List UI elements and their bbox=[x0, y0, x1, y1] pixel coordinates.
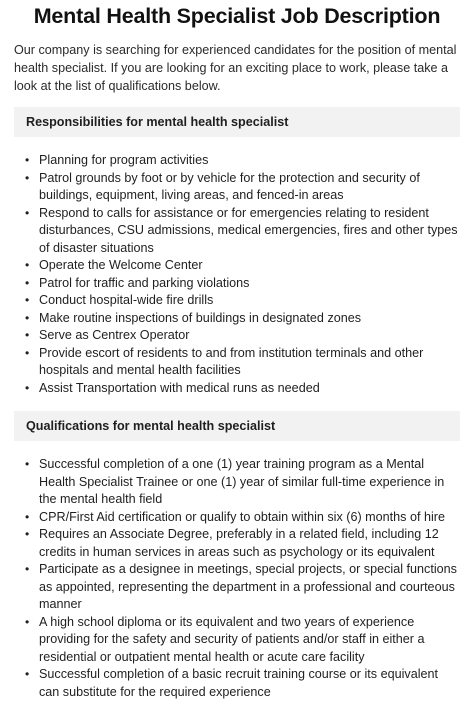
responsibilities-section bbox=[14, 107, 460, 397]
list-item bbox=[14, 666, 460, 701]
page-title: Mental Health Specialist Job Description bbox=[33, 4, 441, 28]
list-item bbox=[14, 614, 460, 667]
bullet-icon: • bbox=[25, 457, 30, 471]
qualifications-heading: Qualifications for mental health specialist bbox=[14, 411, 460, 441]
list-item bbox=[14, 327, 460, 345]
bullet-icon: • bbox=[25, 562, 30, 576]
list-item-text: Patrol grounds by foot or by vehicle for the protection and security of buildings, equipment, living areas, and fenced-in areas bbox=[39, 170, 420, 202]
list-item bbox=[14, 257, 460, 275]
list-item bbox=[14, 205, 460, 258]
bullet-icon: • bbox=[25, 275, 30, 290]
list-item-text: Respond to calls for assistance or for emergencies relating to resident disturbances, CSU admissions, medical emergencies, fires and other types of disaster situations bbox=[39, 205, 458, 255]
list-item bbox=[14, 345, 460, 380]
list-item-text: Successful completion of a one (1) year training program as a Mental Health Specialist Trainee or one (1) year of similar full-time experience in the mental health field bbox=[39, 457, 445, 506]
list-item bbox=[14, 380, 460, 398]
list-item bbox=[14, 152, 460, 170]
list-item-text: Serve as Centrex Operator bbox=[39, 328, 190, 342]
list-item-text: A high school diploma or its equivalent and two years of experience providing for the safety and security of patients and/or staff in either a residential or outpatient mental health or acute care facility bbox=[39, 614, 425, 664]
list-item-text: Patrol for traffic and parking violations bbox=[39, 275, 250, 290]
list-item bbox=[14, 456, 460, 509]
bullet-icon: • bbox=[25, 293, 30, 307]
qualifications-list bbox=[14, 456, 460, 701]
bullet-icon: • bbox=[25, 509, 30, 524]
list-item-text: Conduct hospital-wide fire drills bbox=[39, 293, 214, 307]
list-item-text: Operate the Welcome Center bbox=[39, 258, 203, 272]
list-item-text: Make routine inspections of buildings in designated zones bbox=[39, 310, 362, 325]
list-item bbox=[14, 170, 460, 205]
intro-paragraph: Our company is searching for experienced candidates for the position of mental health specialist. If you are looking for an exciting place to work, please take a look at the list of qualifications below. bbox=[14, 43, 457, 93]
responsibilities-heading: Responsibilities for mental health specialist bbox=[14, 107, 460, 137]
bullet-icon: • bbox=[25, 380, 30, 395]
bullet-icon: • bbox=[25, 170, 30, 185]
responsibilities-list bbox=[14, 152, 460, 397]
list-item-text: Provide escort of residents to and from institution terminals and other hospitals and mental health facilities bbox=[39, 345, 424, 377]
bullet-icon: • bbox=[25, 527, 30, 541]
list-item bbox=[14, 526, 460, 561]
list-item bbox=[14, 275, 460, 293]
bullet-icon: • bbox=[25, 614, 30, 629]
bullet-icon: • bbox=[25, 310, 30, 325]
bullet-icon: • bbox=[25, 205, 30, 220]
list-item-text: Participate as a designee in meetings, special projects, or special functions as appointed, representing the department in a professional and courteous manner bbox=[39, 562, 457, 611]
bullet-icon: • bbox=[25, 153, 30, 167]
list-item-text: Planning for program activities bbox=[39, 153, 209, 167]
bullet-icon: • bbox=[25, 345, 30, 360]
list-item bbox=[14, 561, 460, 614]
bullet-icon: • bbox=[25, 667, 30, 681]
list-item-text: Successful completion of a basic recruit training course or its equivalent can substitute for the required experience bbox=[39, 667, 438, 699]
list-item-text: Requires an Associate Degree, preferably in a related field, including 12 credits in human services in areas such as psychology or its equivalent bbox=[39, 527, 439, 559]
bullet-icon: • bbox=[25, 258, 30, 272]
qualifications-section bbox=[14, 411, 460, 701]
list-item-text: Assist Transportation with medical runs as needed bbox=[39, 380, 320, 395]
bullet-icon: • bbox=[25, 328, 30, 342]
list-item bbox=[14, 509, 460, 527]
list-item bbox=[14, 310, 460, 328]
list-item-text: CPR/First Aid certification or qualify to obtain within six (6) months of hire bbox=[39, 509, 445, 524]
list-item bbox=[14, 292, 460, 310]
